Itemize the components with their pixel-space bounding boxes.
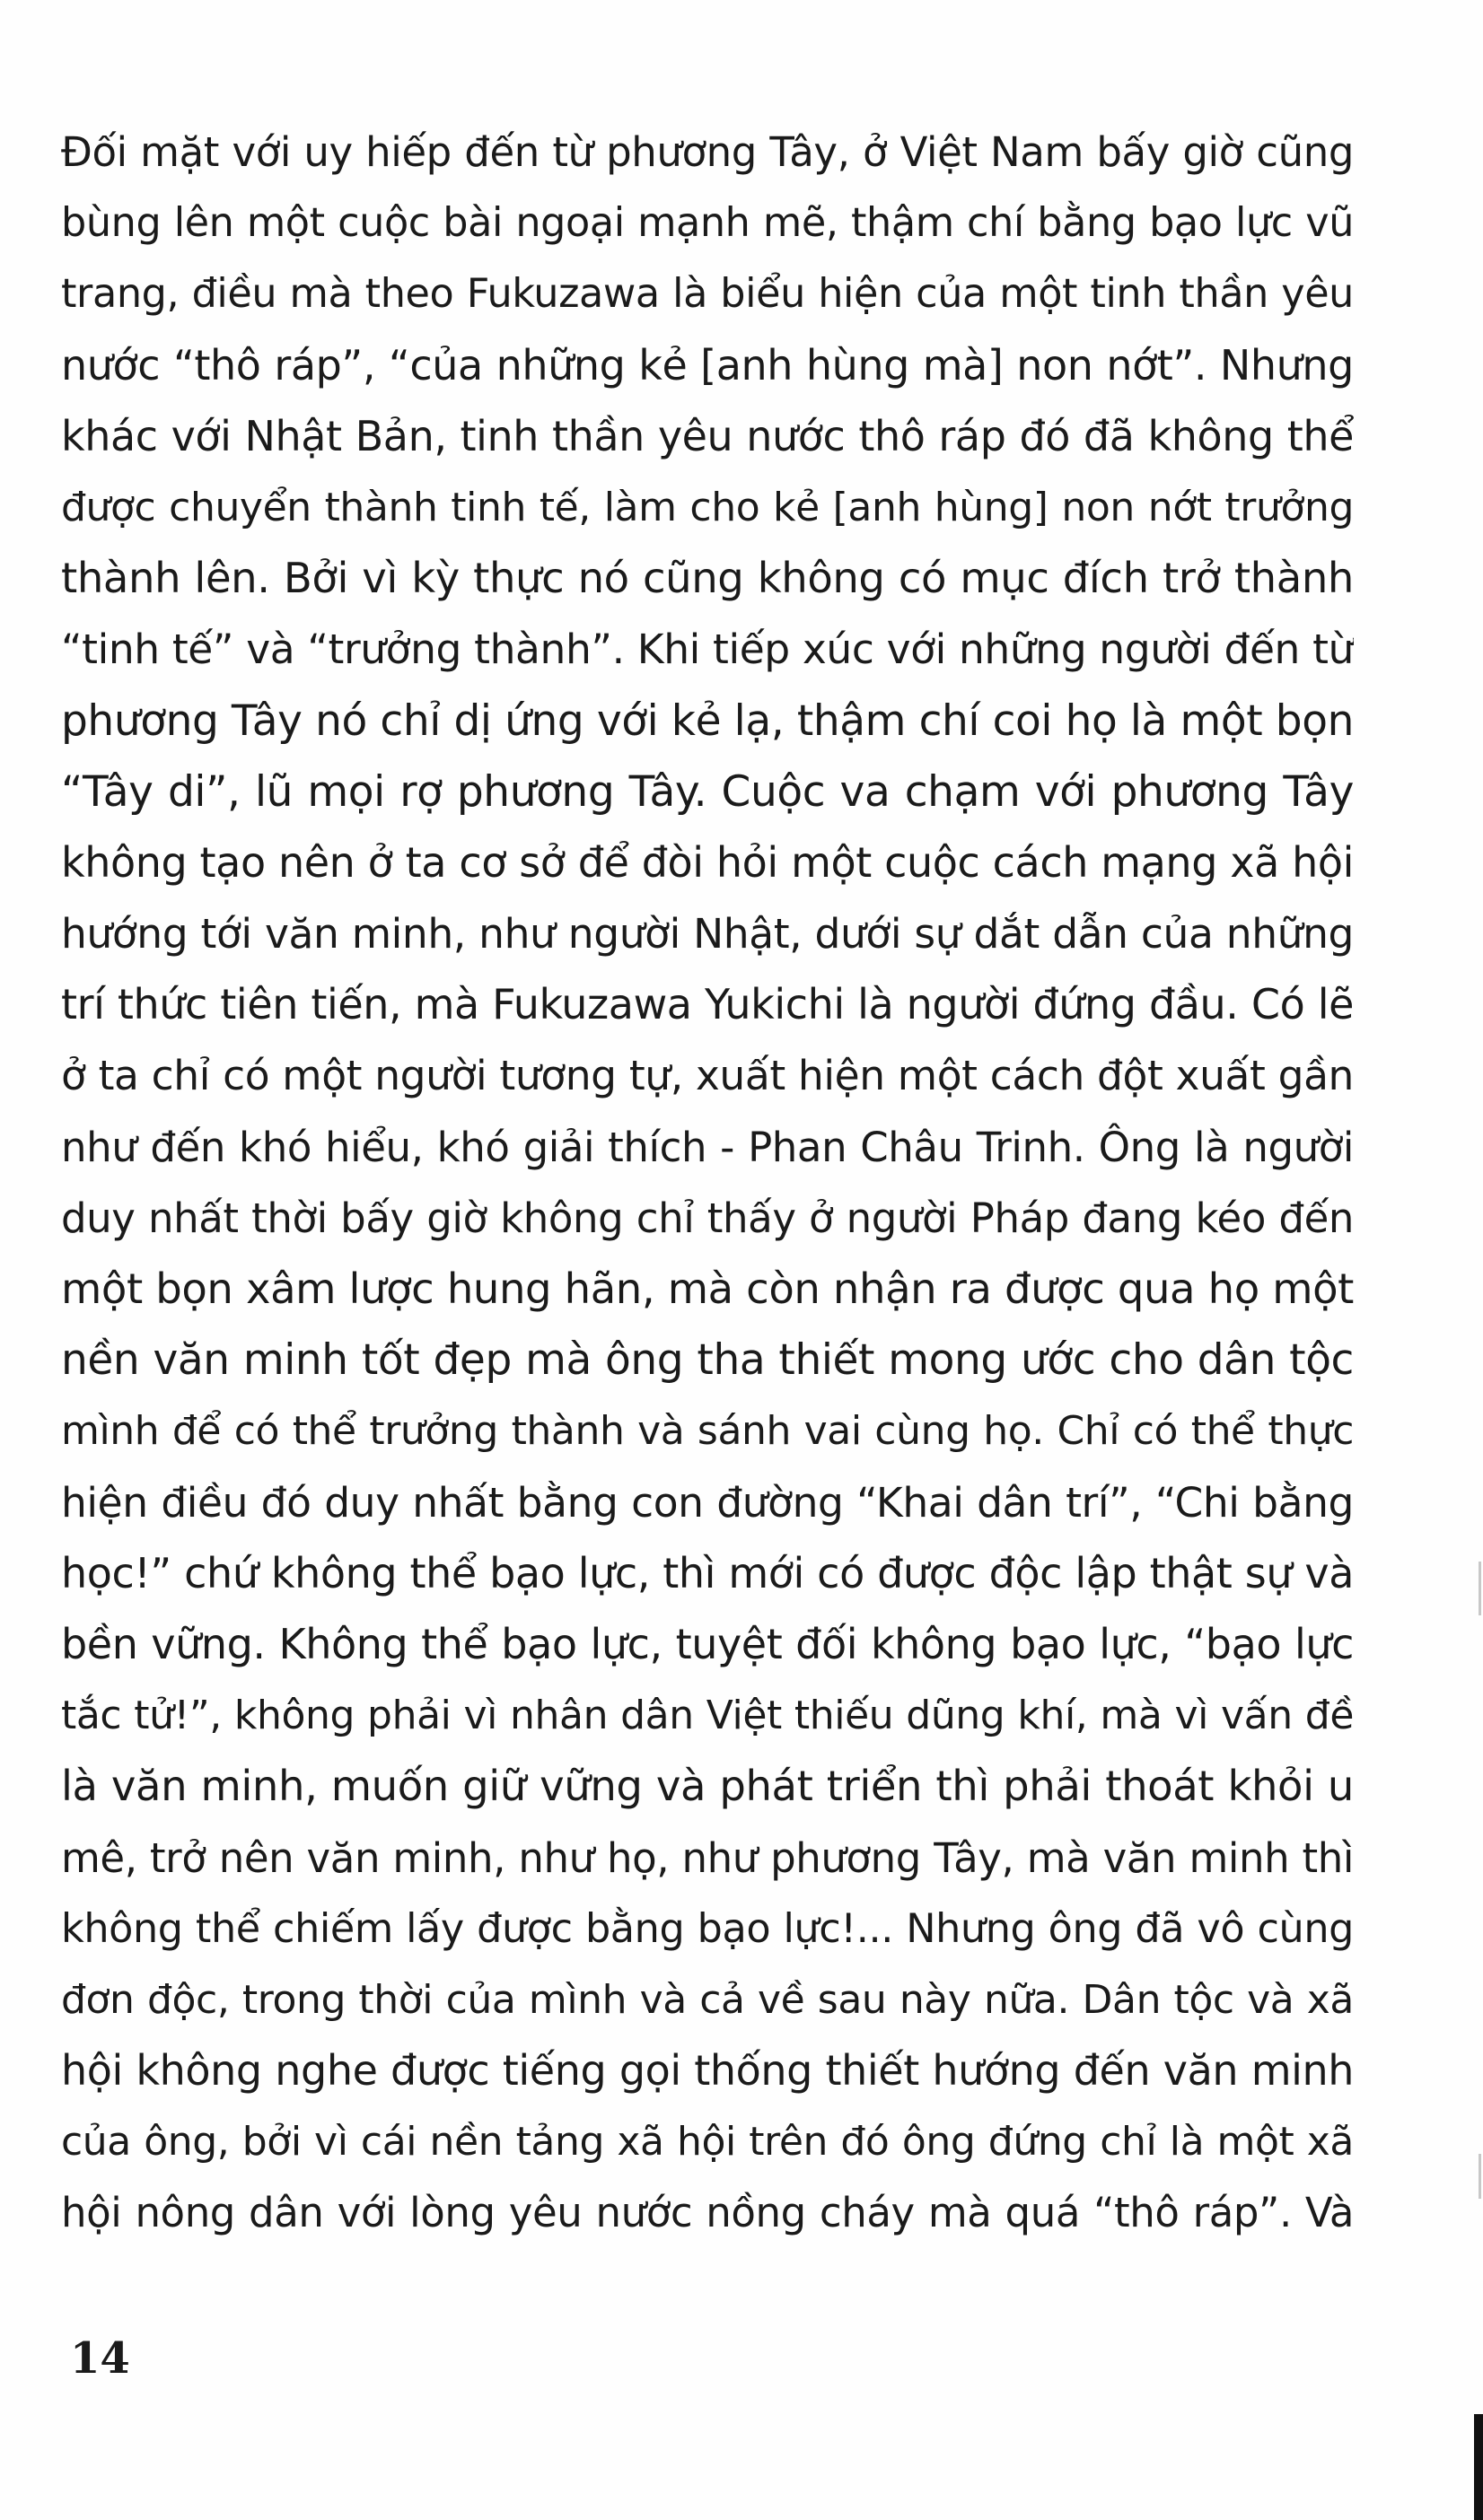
page-edge-shadow — [1474, 2414, 1483, 2520]
text-line: mình để có thể trưởng thành và sánh vai cùng họ. Chỉ có thể thực — [61, 1408, 1354, 1455]
text-line: bùng lên một cuộc bài ngoại mạnh mẽ, thậm chí bằng bạo lực vũ — [61, 200, 1354, 247]
text-line: đơn độc, trong thời của mình và cả về sau này nữa. Dân tộc và xã — [61, 1976, 1354, 2023]
body-text — [61, 117, 1354, 2249]
text-line: “Tây di”, lũ mọi rợ phương Tây. Cuộc va chạm với phương Tây — [61, 766, 1354, 817]
text-line: của ông, bởi vì cái nền tảng xã hội trên đó ông đứng chỉ là một xã — [61, 2119, 1354, 2166]
text-line: được chuyển thành tinh tế, làm cho kẻ [anh hùng] non nớt trưởng — [61, 484, 1354, 530]
text-line: là văn minh, muốn giữ vững và phát triển thì phải thoát khỏi u — [61, 1762, 1354, 1811]
text-line: phương Tây nó chỉ dị ứng với kẻ lạ, thậm chí coi họ là một bọn — [61, 696, 1354, 746]
text-line: ở ta chỉ có một người tương tự, xuất hiện một cách đột xuất gần — [61, 1052, 1354, 1100]
text-line: hội không nghe được tiếng gọi thống thiết hướng đến văn minh — [61, 2046, 1354, 2096]
text-line: trí thức tiên tiến, mà Fukuzawa Yukichi là người đứng đầu. Có lẽ — [61, 980, 1354, 1029]
text-line: thành lên. Bởi vì kỳ thực nó cũng không có mục đích trở thành — [61, 554, 1354, 603]
text-line: một bọn xâm lược hung hãn, mà còn nhận ra được qua họ một — [61, 1264, 1354, 1313]
page-number: 14 — [70, 2333, 130, 2384]
text-line: hiện điều đó duy nhất bằng con đường “Khai dân trí”, “Chi bằng — [61, 1478, 1354, 1527]
text-line: bền vững. Không thể bạo lực, tuyệt đối không bạo lực, “bạo lực — [61, 1619, 1354, 1668]
text-line: mê, trở nên văn minh, như họ, như phương Tây, mà văn minh thì — [61, 1833, 1354, 1882]
text-line: trang, điều mà theo Fukuzawa là biểu hiện của một tinh thần yêu — [61, 271, 1354, 318]
text-line: duy nhất thời bấy giờ không chỉ thấy ở người Pháp đang kéo đến — [61, 1194, 1354, 1242]
text-line: hội nông dân với lòng yêu nước nồng cháy mà quá “thô ráp”. Và — [61, 2189, 1354, 2237]
text-line: hướng tới văn minh, như người Nhật, dưới sự dắt dẫn của những — [61, 910, 1354, 958]
text-line: học!” chứ không thể bạo lực, thì mới có được độc lập thật sự và — [61, 1548, 1354, 1597]
text-line: khác với Nhật Bản, tinh thần yêu nước thô ráp đó đã không thể — [61, 411, 1354, 460]
text-line: không thể chiếm lấy được bằng bạo lực!... Nhưng ông đã vô cùng — [61, 1905, 1354, 1952]
text-line: nước “thô ráp”, “của những kẻ [anh hùng mà] non nớt”. Nhưng — [61, 340, 1354, 389]
text-line: “tinh tế” và “trưởng thành”. Khi tiếp xúc với những người đến từ — [61, 626, 1354, 674]
page-edge-shadow — [1479, 2154, 1481, 2199]
page-edge-shadow — [1479, 1562, 1481, 1615]
text-line: không tạo nên ở ta cơ sở để đòi hỏi một cuộc cách mạng xã hội — [61, 837, 1354, 887]
text-line: nền văn minh tốt đẹp mà ông tha thiết mong ước cho dân tộc — [61, 1335, 1354, 1386]
text-line: tắc tử!”, không phải vì nhân dân Việt thiếu dũng khí, mà vì vấn đề — [61, 1693, 1354, 1739]
text-line: Đối mặt với uy hiếp đến từ phương Tây, ở Việt Nam bấy giờ cũng — [61, 128, 1354, 176]
text-line: như đến khó hiểu, khó giải thích - Phan Châu Trinh. Ông là người — [61, 1123, 1354, 1171]
